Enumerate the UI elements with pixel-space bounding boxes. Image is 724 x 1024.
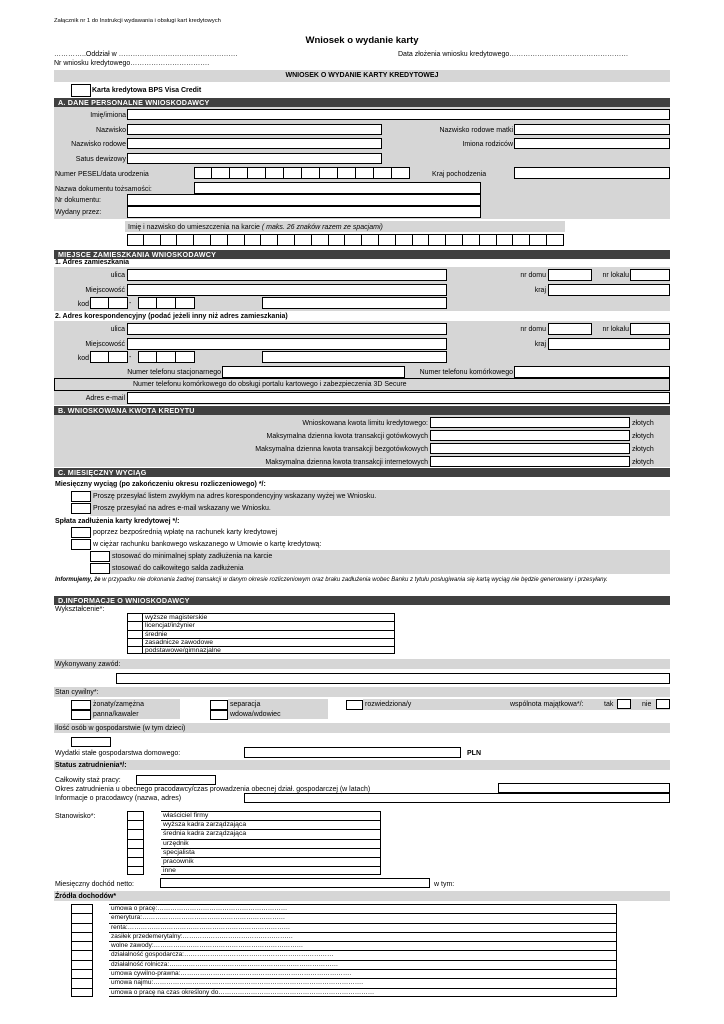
surname-input[interactable] <box>127 124 382 135</box>
list-item[interactable]: zasiłek przedemerytalny:…………………………………………… <box>71 932 617 941</box>
list-item[interactable]: umowa o pracę na czas określony do……………………………………………………………… <box>71 988 617 997</box>
pesel-label: Numer PESEL/data urodzenia <box>55 171 149 178</box>
family-name-label: Nazwisko rodowe <box>71 141 126 148</box>
corr-country-input[interactable] <box>548 338 670 350</box>
list-item[interactable]: właściciel firmy <box>127 811 381 820</box>
repay-min-label: stosować do minimalnej spłaty zadłużenia na karcie <box>112 553 273 560</box>
document-number-input[interactable] <box>127 194 481 206</box>
married-checkbox[interactable] <box>71 700 91 710</box>
income-label: Miesięczny dochód netto: <box>55 881 134 888</box>
income-sources-label: Źródła dochodów* <box>55 893 117 900</box>
origin-country-input[interactable] <box>514 167 670 179</box>
checkbox[interactable] <box>127 811 144 820</box>
section-b-header: B. WNIOSKOWANA KWOTA KREDYTU <box>54 406 670 415</box>
list-item[interactable]: wolne zawody:…………………………………………………………… <box>71 941 617 950</box>
list-item[interactable]: wyższe magisterskie <box>127 613 395 621</box>
repay-transfer-label: poprzez bezpośrednią wpłatę na rachunek karty kredytowej <box>93 529 278 536</box>
origin-country-label: Kraj pochodzenia <box>432 171 487 178</box>
cash-limit-label: Maksymalna dzienna kwota transakcji gotówkowych <box>266 433 428 440</box>
education-options <box>127 613 395 654</box>
corr-house-number-input[interactable] <box>548 323 592 335</box>
corr-post-office-input[interactable] <box>262 351 447 363</box>
corr-postcode-cells-a[interactable] <box>90 351 128 363</box>
statement-post-label: Proszę przesyłać listem zwykłym na adres korespondencyjny wskazany wyżej we Wniosku. <box>93 493 377 500</box>
residence-status-label: Satus dewizowy <box>75 156 126 163</box>
current-employment-input[interactable] <box>498 783 670 793</box>
page-title: Wniosek o wydanie karty <box>305 35 419 46</box>
cashless-limit-label: Maksymalna dzienna kwota transakcji bezgotówkowych <box>255 446 428 453</box>
corr-postcode-label: kod <box>77 355 89 362</box>
credit-limit-input[interactable] <box>430 417 630 428</box>
section-a-header: A. DANE PERSONALNE WNIOSKODAWCY <box>54 98 670 107</box>
list-item[interactable]: urzędnik <box>127 839 381 848</box>
email-label: Adres e-mail <box>85 395 125 402</box>
cash-limit-input[interactable] <box>430 430 630 441</box>
checkbox[interactable] <box>71 932 93 941</box>
list-item[interactable]: umowa o pracę:…………………………………………………… <box>71 904 617 913</box>
checkbox[interactable] <box>127 646 143 654</box>
checkbox[interactable] <box>127 630 143 638</box>
checkbox[interactable] <box>71 969 93 978</box>
mother-maiden-label: Nazwisko rodowe matki <box>439 127 513 134</box>
corr-flat-number-label: nr lokalu <box>602 326 629 333</box>
joint-yes-checkbox[interactable] <box>617 699 631 709</box>
widowed-checkbox[interactable] <box>210 710 228 720</box>
corr-city-label: Miejscowość <box>85 341 125 348</box>
surname-label: Nazwisko <box>96 127 126 134</box>
branch-field[interactable]: …………..Oddział w …………………………………………… <box>54 51 238 58</box>
checkbox[interactable] <box>127 621 143 629</box>
card-name-cells[interactable] <box>127 234 565 246</box>
list-item[interactable]: działalność rolnicza:…………………………………………………………………… <box>71 960 617 969</box>
email-input[interactable] <box>127 392 670 404</box>
mobile-label: Numer telefonu komórkowego <box>419 369 513 376</box>
main-banner-label: WNIOSEK O WYDANIE KARTY KREDYTOWEJ <box>285 72 439 79</box>
application-number-field[interactable]: Nr wniosku kredytowego……………………………. <box>54 60 210 67</box>
landline-input[interactable] <box>222 366 405 378</box>
divorced-label: rozwiedziona/y <box>365 701 412 708</box>
employment-status-bar <box>54 760 670 770</box>
parents-names-input[interactable] <box>514 138 670 149</box>
corr-street-label: ulica <box>110 326 125 333</box>
checkbox[interactable] <box>71 978 93 987</box>
residence-status-input[interactable] <box>127 153 382 164</box>
list-item[interactable]: emerytura:………………………………………………………… <box>71 913 617 922</box>
section-c-header: C. MIESIĘCZNY WYCIĄG <box>54 468 670 477</box>
mother-maiden-input[interactable] <box>514 124 670 135</box>
house-number-input[interactable] <box>548 269 592 281</box>
issued-by-label: Wydany przez: <box>55 209 102 216</box>
marital-bar <box>54 687 670 697</box>
cashless-limit-input[interactable] <box>430 443 630 454</box>
cash-limit-currency: złotych <box>632 433 654 440</box>
checkbox[interactable] <box>71 941 93 950</box>
profession-input[interactable] <box>116 673 670 684</box>
country-input[interactable] <box>548 284 670 296</box>
list-item[interactable]: średnia kadra zarządzająca <box>127 829 381 838</box>
separated-label: separacja <box>230 701 261 708</box>
joint-property-label: wspólnota majątkowa*/: <box>510 701 584 708</box>
expenses-currency: PLN <box>467 750 481 757</box>
checkbox[interactable] <box>71 913 93 922</box>
statement-post-checkbox[interactable] <box>71 491 91 502</box>
post-office-input[interactable] <box>262 297 447 309</box>
house-number-label: nr domu <box>520 272 546 279</box>
total-experience-input[interactable] <box>136 775 216 785</box>
address-section-header: MIEJSCE ZAMIESZKANIA WNIOSKODAWCY <box>54 250 670 259</box>
expenses-label: Wydatki stałe gospodarstwa domowego: <box>55 750 181 757</box>
repay-debit-label: w ciężar rachunku bankowego wskazanego w Umowie o kartę kredytową: <box>93 541 322 548</box>
first-name-label: Imię/imiona <box>90 112 126 119</box>
document-number-label: Nr dokumentu: <box>55 197 101 204</box>
card-type-checkbox[interactable] <box>71 84 91 97</box>
landline-label: Numer telefonu stacjonarnego <box>127 369 221 376</box>
annex-note: Załącznik nr 1 do Instrukcji wydawania i obsługi kart kredytowych <box>54 18 221 24</box>
list-item[interactable]: działalność gospodarcza:…………………………………………………………… <box>71 950 617 959</box>
checkbox[interactable] <box>71 950 93 959</box>
education-label: Wykształcenie*: <box>55 606 105 613</box>
internet-limit-currency: złotych <box>632 459 654 466</box>
employment-status-label: Status zatrudnienia*/: <box>55 762 127 769</box>
separated-checkbox[interactable] <box>210 700 228 710</box>
checkbox[interactable] <box>127 857 144 866</box>
employer-input[interactable] <box>244 793 670 803</box>
list-item[interactable]: wyższa kadra zarządzająca <box>127 820 381 829</box>
first-name-input[interactable] <box>127 109 670 120</box>
city-label: Miejscowość <box>85 287 125 294</box>
cashless-limit-currency: złotych <box>632 446 654 453</box>
corr-country-label: kraj <box>534 341 546 348</box>
list-item[interactable]: inne <box>127 866 381 875</box>
section-d-header: D.INFORMACJE O WNIOSKODAWCY <box>54 596 670 605</box>
checkbox[interactable] <box>71 923 93 932</box>
street-label: ulica <box>110 272 125 279</box>
single-checkbox[interactable] <box>71 710 91 720</box>
list-item[interactable]: średnie <box>127 630 395 638</box>
checkbox[interactable] <box>127 848 144 857</box>
statement-email-checkbox[interactable] <box>71 503 91 514</box>
checkbox[interactable] <box>71 960 93 969</box>
profession-bar <box>54 659 670 669</box>
household-label: Ilość osób w gospodarstwie (w tym dzieci) <box>55 725 186 732</box>
checkbox[interactable] <box>127 829 144 838</box>
id-document-label: Nazwa dokumentu tożsamości: <box>55 186 152 193</box>
checkbox[interactable] <box>127 638 143 646</box>
list-item[interactable]: zasadnicze zawodowe <box>127 638 395 646</box>
checkbox[interactable] <box>127 839 144 848</box>
list-item[interactable]: pracownik <box>127 857 381 866</box>
list-item[interactable]: umowa najmu:……………………………………………………………………………………. <box>71 978 617 987</box>
repay-full-label: stosować do całkowitego salda zadłużenia <box>112 565 244 572</box>
employer-label: Informacje o pracodawcy (nazwa, adres) <box>55 795 182 802</box>
statement-info-note: Informujemy, że w przypadku nie dokonania żadnej transakcji w danym okresie rozliczeniowym oraz braku zadłużenia wobec Banku z tytułu posługiwania się kartą wyciąg nie będzie generowany i przesyłany. <box>55 577 608 583</box>
corr-street-input[interactable] <box>127 323 447 335</box>
checkbox[interactable] <box>127 613 143 621</box>
issued-by-input[interactable] <box>127 206 481 218</box>
postcode-cells-b[interactable] <box>138 297 195 309</box>
list-item[interactable]: renta:………………………………………………………………… <box>71 923 617 932</box>
list-item[interactable]: umowa cywilno-prawna:……………………………………………………………………. <box>71 969 617 978</box>
street-input[interactable] <box>127 269 447 281</box>
family-name-input[interactable] <box>127 138 382 149</box>
total-experience-label: Całkowity staż pracy: <box>55 777 121 784</box>
card-type-label: Karta kredytowa BPS Visa Credit <box>92 87 202 94</box>
secure-phone-label: Numer telefonu komórkowego do obsługi portalu kartowego i zabezpieczenia 3D Secure <box>133 381 407 388</box>
flat-number-input[interactable] <box>630 269 670 281</box>
checkbox[interactable] <box>71 904 93 913</box>
repay-min-checkbox[interactable] <box>90 551 110 562</box>
checkbox[interactable] <box>127 866 144 875</box>
income-of-which-label: w tym: <box>434 881 455 888</box>
list-item[interactable]: podstawowe/gimnazjalne <box>127 646 395 654</box>
spacer <box>54 803 670 806</box>
statement-email-label: Proszę przesyłać na adres e-mail wskazany we Wniosku. <box>93 505 271 512</box>
checkbox[interactable] <box>71 988 93 997</box>
corr-postcode-dash: - <box>129 354 132 361</box>
divorced-checkbox[interactable] <box>346 700 363 710</box>
list-item[interactable]: specjalista <box>127 848 381 857</box>
repayment-heading: Spłata zadłużenia karty kredytowej */: <box>55 518 180 525</box>
income-sources-options <box>71 904 617 997</box>
marital-label: Stan cywilny*: <box>55 689 99 696</box>
credit-limit-label: Wnioskowana kwota limitu kredytowego: <box>302 420 428 427</box>
city-input[interactable] <box>127 284 447 296</box>
corr-postcode-cells-b[interactable] <box>138 351 195 363</box>
postcode-cells-a[interactable] <box>90 297 128 309</box>
current-employment-label: Okres zatrudnienia u obecnego pracodawcy/czas prowadzenia obecnej dział. gospodarczej (w latach) <box>55 786 371 793</box>
id-document-input[interactable] <box>194 182 481 194</box>
position-label: Stanowisko*: <box>55 813 96 820</box>
list-item[interactable]: licencjat/inżynier <box>127 621 395 629</box>
widowed-label: wdowa/wdowiec <box>230 711 281 718</box>
expenses-input[interactable] <box>244 747 461 758</box>
mobile-input[interactable] <box>514 366 670 378</box>
single-label: panna/kawaler <box>93 711 139 718</box>
internet-limit-input[interactable] <box>430 456 630 467</box>
postcode-label: kod <box>77 301 89 308</box>
parents-names-label: Imiona rodziców <box>462 141 513 148</box>
repay-full-checkbox[interactable] <box>90 563 110 574</box>
correspondence-address-heading: 2. Adres korespondencyjny (podać jeżeli inny niż adres zamieszkania) <box>55 313 288 320</box>
joint-no-checkbox[interactable] <box>656 699 670 709</box>
residence-address-heading: 1. Adres zamieszkania <box>55 259 130 266</box>
corr-city-input[interactable] <box>127 338 447 350</box>
position-options <box>127 811 381 875</box>
corr-house-number-label: nr domu <box>520 326 546 333</box>
statement-heading: Miesięczny wyciąg (po zakończeniu okresu rozliczeniowego) */: <box>55 481 266 488</box>
corr-flat-number-input[interactable] <box>630 323 670 335</box>
profession-label: Wykonywany zawód: <box>55 661 121 668</box>
pesel-cells[interactable] <box>194 167 410 179</box>
income-sources-bar <box>54 891 670 901</box>
internet-limit-label: Maksymalna dzienna kwota transakcji internetowych <box>265 459 428 466</box>
country-label: kraj <box>534 287 546 294</box>
income-input[interactable] <box>160 878 430 888</box>
application-date-field[interactable]: Data złożenia wniosku kredytowego…………………………………………… <box>398 51 629 58</box>
repay-transfer-checkbox[interactable] <box>71 527 91 538</box>
household-input[interactable] <box>71 737 111 747</box>
repay-debit-checkbox[interactable] <box>71 539 91 550</box>
postcode-dash: - <box>129 300 132 307</box>
married-label: żonaty/zamężna <box>93 701 144 708</box>
checkbox[interactable] <box>127 820 144 829</box>
joint-yes-label: tak <box>604 701 614 708</box>
card-name-label: Imię i nazwisko do umieszczenia na karcie ( maks. 26 znaków razem ze spacjami) <box>128 224 383 231</box>
flat-number-label: nr lokalu <box>602 272 629 279</box>
joint-no-label: nie <box>642 701 652 708</box>
credit-limit-currency: złotych <box>632 420 654 427</box>
